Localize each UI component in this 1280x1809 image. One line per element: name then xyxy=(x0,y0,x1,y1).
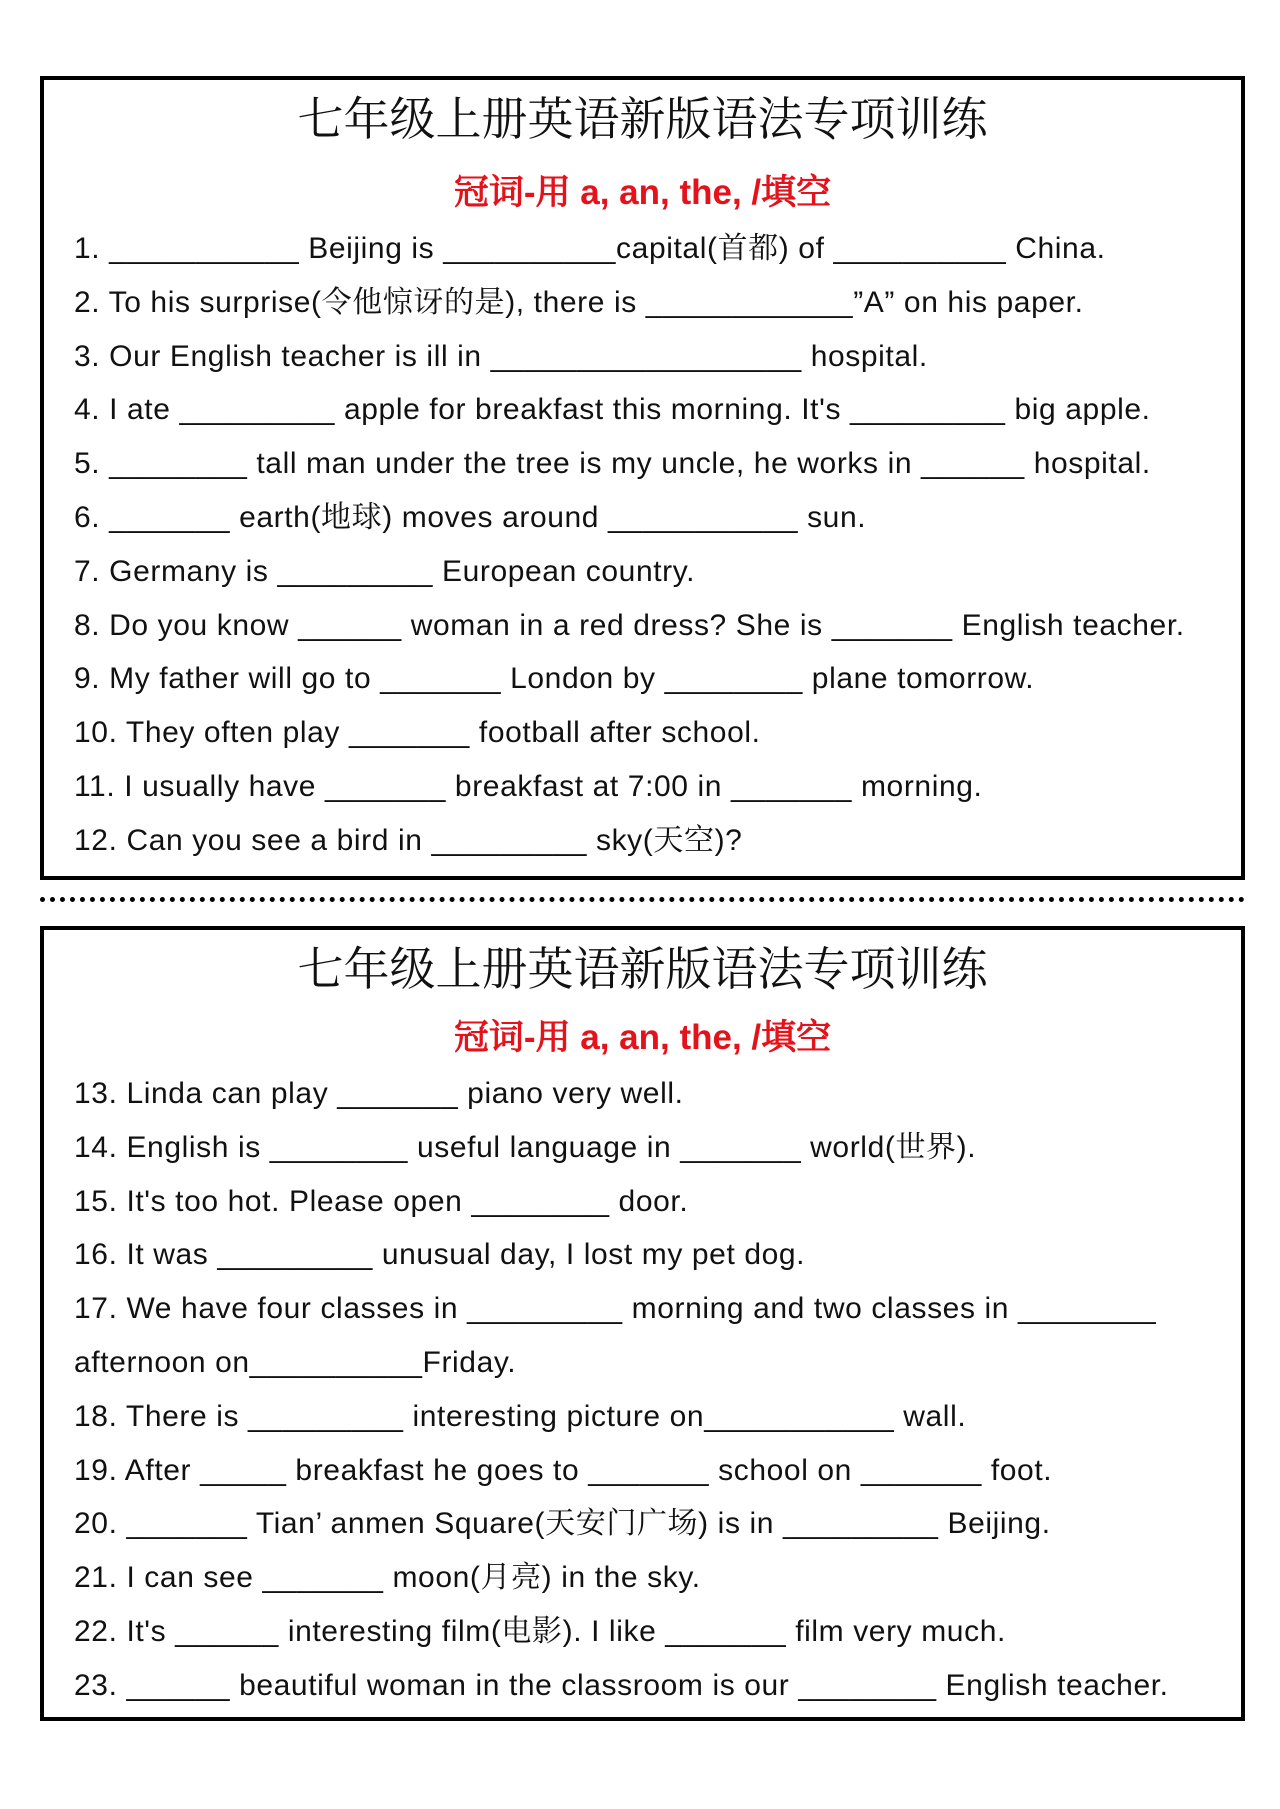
question-15: 15. It's too hot. Please open ________ door. xyxy=(74,1184,689,1218)
worksheet-card-2 xyxy=(40,926,1245,1721)
question-1: 1. ___________ Beijing is __________capital(首都) of __________ China. xyxy=(74,232,1106,265)
question-16: 16. It was _________ unusual day, I lost my pet dog. xyxy=(74,1238,806,1272)
question-7: 7. Germany is _________ European country. xyxy=(74,554,696,588)
question-22: 22. It's ______ interesting film(电影). I like _______ film very much. xyxy=(74,1614,1006,1648)
question-8: 8. Do you know ______ woman in a red dress? She is _______ English teacher. xyxy=(74,608,1185,642)
question-list xyxy=(74,1067,1233,1713)
question-5: 5. ________ tall man under the tree is my uncle, he works in ______ hospital. xyxy=(74,447,1151,481)
question-6: 6. _______ earth(地球) moves around ___________ sun. xyxy=(74,500,867,534)
worksheet-subtitle: 冠词-用 a, an, the, /填空 xyxy=(453,1018,832,1057)
question-10: 10. They often play _______ football after school. xyxy=(74,716,761,750)
question-12: 12. Can you see a bird in _________ sky(天空)? xyxy=(74,823,743,857)
question-17-continued: afternoon on__________Friday. xyxy=(74,1345,517,1379)
question-11: 11. I usually have _______ breakfast at 7:00 in _______ morning. xyxy=(74,769,983,803)
worksheet-subtitle: 冠词-用 a, an, the, /填空 xyxy=(453,173,832,212)
question-20: 20. _______ Tian’ anmen Square(天安门广场) is in _________ Beijing. xyxy=(74,1507,1051,1541)
question-3: 3. Our English teacher is ill in __________________ hospital. xyxy=(74,339,928,373)
question-4: 4. I ate _________ apple for breakfast this morning. It's _________ big apple. xyxy=(74,393,1151,427)
worksheet-card-1 xyxy=(40,76,1245,880)
question-14: 14. English is ________ useful language in _______ world(世界). xyxy=(74,1130,977,1164)
question-21: 21. I can see _______ moon(月亮) in the sky. xyxy=(74,1561,701,1595)
question-19: 19. After _____ breakfast he goes to _______ school on _______ foot. xyxy=(74,1453,1053,1487)
worksheet-title: 七年级上册英语新版语法专项训练 xyxy=(297,943,988,995)
question-23: 23. ______ beautiful woman in the classroom is our ________ English teacher. xyxy=(74,1668,1169,1702)
question-list xyxy=(74,222,1233,868)
question-17: 17. We have four classes in _________ morning and two classes in ________ xyxy=(74,1292,1157,1326)
dotted-divider xyxy=(40,897,1245,902)
worksheet-title: 七年级上册英语新版语法专项训练 xyxy=(297,93,988,145)
question-18: 18. There is _________ interesting picture on___________ wall. xyxy=(74,1399,967,1433)
question-2: 2. To his surprise(令他惊讶的是), there is ____________”A” on his paper. xyxy=(74,285,1084,319)
question-9: 9. My father will go to _______ London by ________ plane tomorrow. xyxy=(74,662,1035,696)
question-13: 13. Linda can play _______ piano very well. xyxy=(74,1077,684,1110)
